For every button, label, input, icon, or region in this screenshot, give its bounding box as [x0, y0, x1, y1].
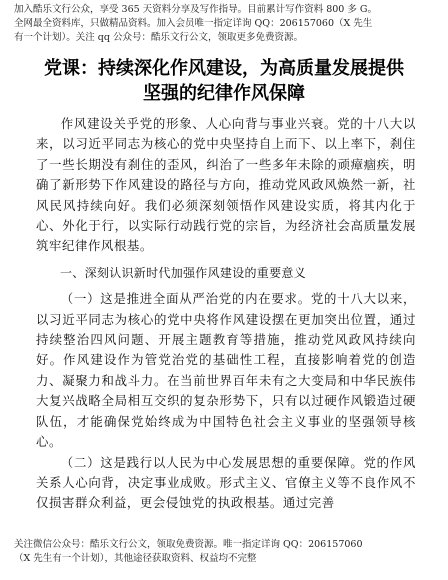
- promo-footer-line: （X 先生有一个计划），其他途径获取资料、权益均不完整: [14, 553, 257, 564]
- section-heading: 一、深刻认识新时代加强作风建设的重要意义: [60, 265, 307, 280]
- promo-header-line: 全网最全资料库，只做精品资料。加入会员唯一指定详询 QQ：206157060（X 先生: [14, 18, 373, 29]
- body-paragraph: （二）这是践行以人民为中心发展思想的重要保障。党的作风关系人心向背，决定事业成败。形式主义、官僚主义等不良作风不仅损害群众利益，更会侵蚀党的执政根基。通过完善: [36, 454, 416, 511]
- promo-footer: [14, 538, 434, 566]
- document-body: [36, 114, 416, 514]
- title-line: 党课：持续深化作风建设，为高质量发展提供: [44, 58, 404, 79]
- document-title: [40, 56, 408, 106]
- promo-header-line: 加入酷乐文行公众，享受 365 天资料分享及写作指导。目前累计写作资料 800 多 G。: [14, 4, 377, 15]
- body-paragraph: （一）这是推进全面从严治党的内在要求。党的十八大以来，以习近平同志为核心的党中央将作风建设摆在更加突出位置，通过持续整治四风问题、开展主题教育等措施，推动党风政风持续向好。作风建设作为管党治党的基础性工程，直接影响着党的创造力、凝聚力和战斗力。在当前世界百年未有之大变局和中华民族伟大复兴战略全局相互交织的复杂形势下，只有以过硬作风锻造过硬队伍，才能确保党始终成为中国特色社会主义事业的坚强领导核心。: [36, 291, 416, 450]
- promo-header-line: 有一个计划）。关注 qq 公众号：酷乐文行公文，领取更多免费资源。: [14, 32, 303, 43]
- body-paragraph: 作风建设关乎党的形象、人心向背与事业兴衰。党的十八大以来，以习近平同志为核心的党中央坚持自上而下、以上率下，刹住了一些长期没有刹住的歪风，纠治了一些多年未除的顽瘴痼疾，明确了新形势下作风建设的路径与方向，推动党风政风焕然一新，社风民风持续向好。我们必须深刻领悟作风建设实质，将其内化于心、外化于行，以实际行动践行党的宗旨，为经济社会高质量发展筑牢纪律作风根基。: [36, 116, 416, 254]
- promo-footer-line: 关注微信公众号：酷乐文行公文，领取免费资源。唯一指定详询 QQ：206157060: [14, 539, 363, 550]
- title-line: 坚强的纪律作风保障: [143, 83, 305, 104]
- promo-header: [14, 3, 434, 45]
